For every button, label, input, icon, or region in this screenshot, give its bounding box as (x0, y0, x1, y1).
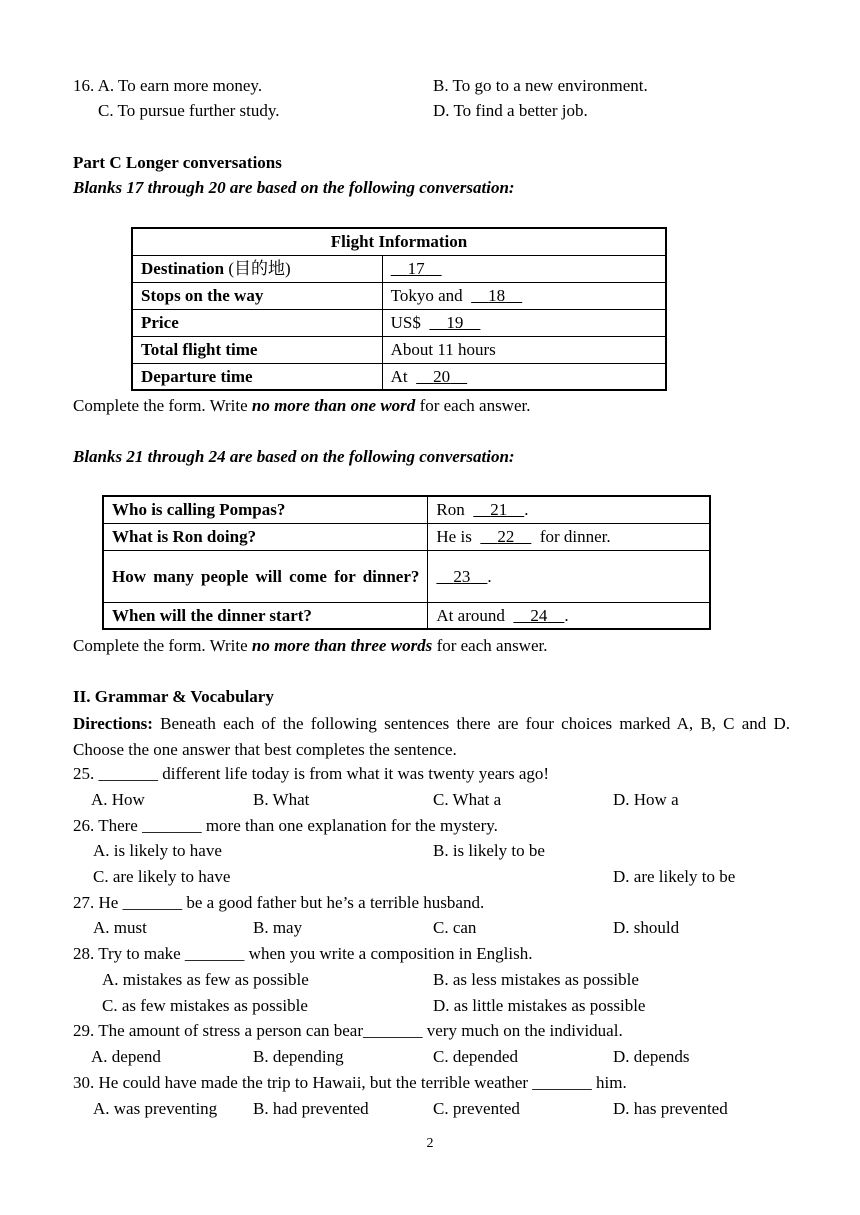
answer-cell (428, 602, 710, 629)
blank-number: 20 (433, 366, 451, 386)
row-label (132, 255, 382, 282)
answer-prefix: He is (436, 527, 477, 546)
answer-suffix: . (564, 605, 569, 625)
part-c-title: Part C Longer conversations (73, 153, 282, 172)
table-row (132, 309, 666, 336)
answer-cell (382, 282, 666, 309)
q27-option-d: D. should (613, 918, 680, 937)
row-label: What is Ron doing? (103, 523, 428, 550)
directions-text: Beneath each of the following sentences there are four choices marked A, B, C and D. Choose the one answer that best completes the sentence. (73, 714, 790, 759)
row-label: Total flight time (132, 336, 382, 363)
note-2-pre: Complete the form. Write (73, 636, 252, 655)
answer-blank (480, 527, 531, 546)
q29-stem: 29. The amount of stress a person can bear_______ very much on the individual. (73, 1021, 623, 1040)
table-row (132, 255, 666, 282)
q28-option-c: C. as few mistakes as possible (102, 996, 308, 1015)
answer-prefix: Tokyo and (390, 286, 467, 305)
table-row (103, 550, 710, 602)
answer-blank (416, 367, 467, 386)
answer-blank (429, 313, 480, 332)
answer-prefix: At (390, 366, 412, 386)
q16-a-text: A. To earn more money. (97, 76, 263, 95)
note-2-emphasis: no more than three words (251, 636, 433, 655)
page-number: 2 (426, 1136, 434, 1151)
q27-stem: 27. He _______ be a good father but he’s a terrible husband. (73, 893, 485, 912)
table-row (132, 363, 666, 390)
blank-number: 21 (490, 500, 508, 520)
answer-blank (436, 567, 487, 586)
q25-option-b: B. What (253, 790, 310, 809)
q30-option-c: C. prevented (433, 1099, 520, 1118)
q25-option-d: D. How a (613, 790, 679, 809)
q28-stem: 28. Try to make _______ when you write a composition in English. (73, 944, 533, 963)
flight-info-table (131, 227, 667, 391)
row-label: Departure time (132, 363, 382, 390)
part-c-instruction-1: Blanks 17 through 20 are based on the following conversation: (73, 178, 515, 197)
q27-option-b: B. may (253, 918, 303, 937)
row-label: When will the dinner start? (103, 602, 428, 629)
q25-option-a: A. How (91, 790, 145, 809)
answer-suffix: . (487, 566, 492, 586)
note-2-post: for each answer. (432, 636, 548, 655)
answer-cell (382, 255, 666, 282)
answer-prefix: Ron (436, 500, 469, 520)
part-c-instruction-2: Blanks 21 through 24 are based on the following conversation: (73, 447, 515, 466)
blank-number: 22 (497, 527, 515, 546)
answer-blank (471, 286, 522, 305)
blank-number: 19 (446, 313, 464, 332)
answer-cell (428, 550, 710, 602)
flight-info-header: Flight Information (132, 228, 666, 255)
q26-stem: 26. There _______ more than one explanation for the mystery. (73, 816, 498, 835)
q30-option-b: B. had prevented (253, 1099, 369, 1118)
note-1-pre: Complete the form. Write (73, 396, 252, 415)
answer-prefix: About 11 hours (390, 340, 496, 359)
answer-cell (382, 363, 666, 390)
row-label-cn: (目的地) (224, 259, 291, 278)
answer-blank (513, 606, 564, 625)
q26-option-b: B. is likely to be (433, 841, 545, 860)
section-ii-directions (73, 711, 790, 763)
row-label-text: How many people will come for dinner? (112, 566, 420, 586)
q30-stem: 30. He could have made the trip to Hawaii, but the terrible weather _______ him. (73, 1073, 627, 1092)
table-1-note (73, 395, 530, 417)
q30-option-a: A. was preventing (93, 1099, 218, 1118)
directions-label: Directions: (73, 714, 153, 733)
q26-option-c: C. are likely to have (93, 867, 231, 886)
table-row (103, 496, 710, 523)
answer-cell (428, 523, 710, 550)
q28-option-d: D. as little mistakes as possible (433, 996, 646, 1015)
table-row (103, 602, 710, 629)
q29-option-c: C. depended (433, 1047, 518, 1066)
q27-option-a: A. must (93, 918, 147, 937)
q25-stem: 25. _______ different life today is from what it was twenty years ago! (73, 764, 550, 783)
answer-suffix: . (524, 500, 529, 520)
q28-option-b: B. as less mistakes as possible (433, 970, 639, 989)
answer-cell (382, 309, 666, 336)
row-label-text: Destination (141, 259, 225, 278)
dinner-info-table (102, 495, 711, 630)
q16-option-a (73, 75, 262, 97)
row-label: Price (132, 309, 382, 336)
q16-option-b: B. To go to a new environment. (433, 76, 648, 95)
blank-number: 17 (407, 259, 425, 278)
table-2-note (73, 635, 547, 657)
table-row (132, 282, 666, 309)
q29-option-d: D. depends (613, 1047, 690, 1066)
blank-number: 18 (488, 286, 506, 305)
table-row (103, 523, 710, 550)
row-label: Who is calling Pompas? (103, 496, 428, 523)
blank-number: 24 (530, 605, 548, 625)
answer-blank (391, 259, 442, 278)
q30-option-d: D. has prevented (613, 1099, 728, 1118)
q29-option-a: A. depend (91, 1047, 161, 1066)
answer-cell (428, 496, 710, 523)
table-row (132, 336, 666, 363)
q16-option-d: D. To find a better job. (433, 101, 588, 120)
q27-option-c: C. can (433, 918, 477, 937)
answer-prefix: At around (436, 605, 510, 625)
blank-number: 23 (453, 566, 471, 586)
section-ii-title: II. Grammar & Vocabulary (73, 687, 274, 706)
row-label: Stops on the way (132, 282, 382, 309)
answer-cell (382, 336, 666, 363)
note-1-post: for each answer. (415, 396, 531, 415)
q26-option-a: A. is likely to have (93, 841, 222, 860)
q26-option-d: D. are likely to be (613, 867, 736, 886)
answer-suffix: for dinner. (535, 527, 611, 546)
row-label (103, 550, 428, 602)
q25-option-c: C. What a (433, 790, 502, 809)
q16-option-c: C. To pursue further study. (98, 101, 280, 120)
answer-blank (473, 500, 524, 519)
q28-option-a: A. mistakes as few as possible (102, 970, 309, 989)
answer-prefix: US$ (390, 313, 426, 332)
note-1-emphasis: no more than one word (251, 396, 416, 415)
q16-number: 16. (73, 76, 95, 95)
q29-option-b: B. depending (253, 1047, 344, 1066)
